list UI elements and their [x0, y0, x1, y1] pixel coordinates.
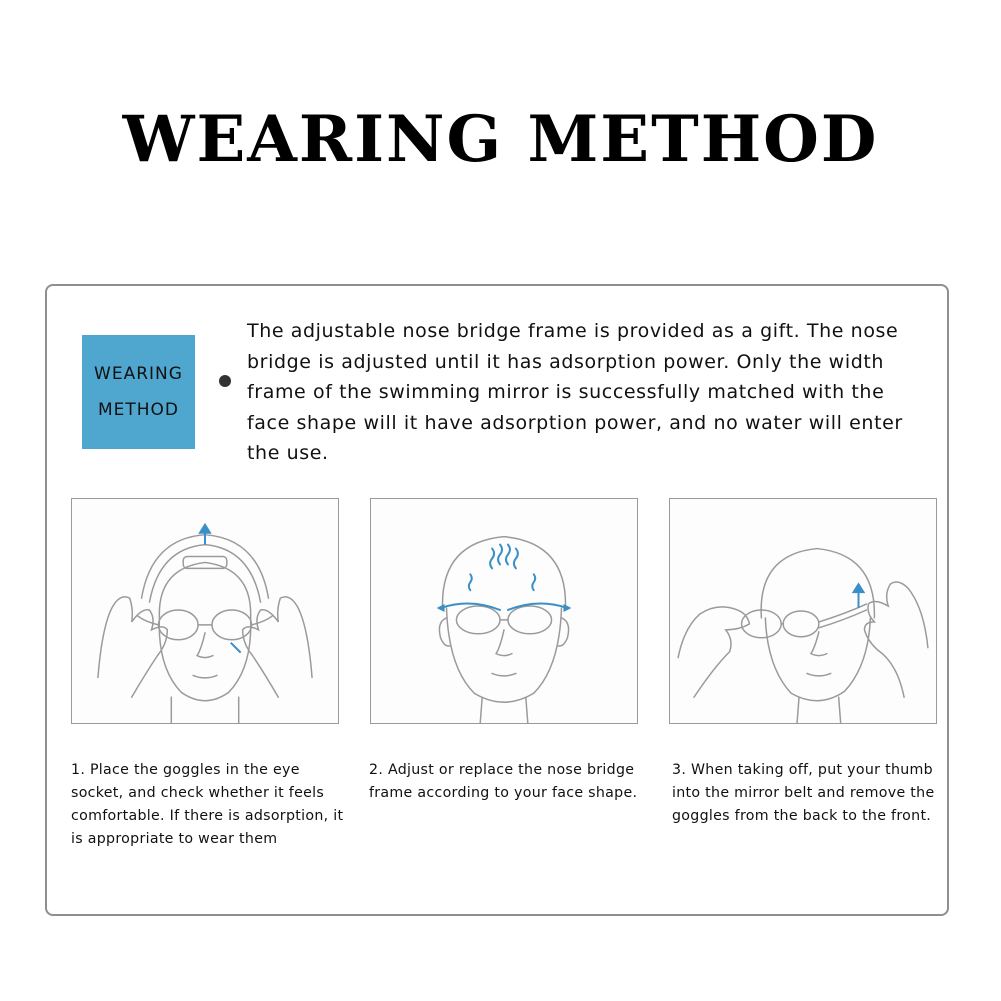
badge-line-1: WEARING: [94, 364, 183, 384]
step-2-illustration: [370, 498, 638, 724]
putting-on-goggles-illustration-icon: [72, 499, 338, 723]
intro-paragraph: The adjustable nose bridge frame is provided as a gift. The nose bridge is adjusted until it has adsorption power. Only the width frame of the swimming mirror is successfully matched with the face shape will it have adsorption power, and no water will enter the use.: [247, 320, 903, 464]
step-3-illustration: [669, 498, 937, 724]
bullet-dot-icon: [219, 375, 231, 387]
step-1-illustration: [71, 498, 339, 724]
adjusting-nose-bridge-illustration-icon: [371, 499, 637, 723]
badge-line-2: METHOD: [97, 400, 180, 420]
page-title: WEARING METHOD: [122, 102, 879, 177]
wearing-method-badge: [82, 335, 195, 449]
removing-goggles-illustration-icon: [670, 499, 936, 723]
step-2-caption: 2. Adjust or replace the nose bridge frame according to your face shape.: [369, 762, 638, 801]
step-1-caption: 1. Place the goggles in the eye socket, and check whether it feels comfortable. If there is adsorption, it is appropriate to wear them: [71, 762, 344, 847]
instruction-panel: [45, 284, 949, 916]
step-3-caption: 3. When taking off, put your thumb into the mirror belt and remove the goggles from the back to the front.: [672, 762, 935, 824]
